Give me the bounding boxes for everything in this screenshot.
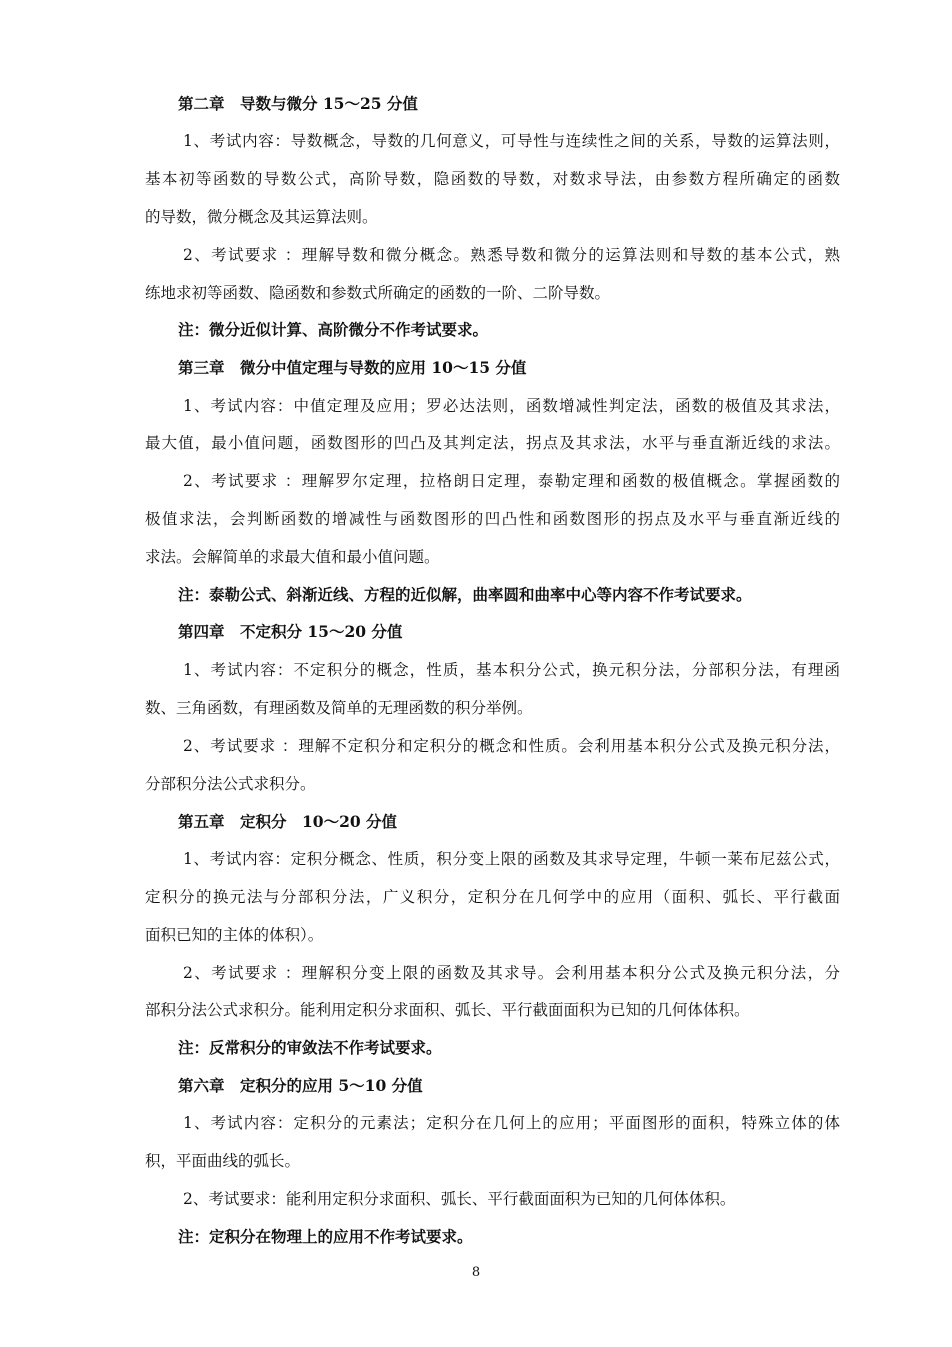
page-number: 8 (471, 1265, 481, 1280)
paragraph-line: 求法。会解简单的求最大值和最小值问题。 (145, 548, 440, 566)
paragraph-line: 的导数，微分概念及其运算法则。 (145, 208, 378, 226)
chapter-4-heading: 第四章 不定积分 15～20 分值 (178, 622, 403, 641)
paragraph-line: 数、三角函数，有理函数及简单的无理函数的积分举例。 (145, 699, 533, 717)
paragraph-line: 基本初等函数的导数公式，高阶导数，隐函数的导数，对数求导法，由参数方程所确定的函数 (145, 170, 840, 188)
paragraph-line: 1、考试内容：中值定理及应用；罗必达法则，函数增减性判定法，函数的极值及其求法， (183, 397, 840, 415)
paragraph-line: 2、考试要求：能利用定积分求面积、弧长、平行截面面积为已知的几何体体积。 (183, 1190, 736, 1208)
paragraph-line: 极值求法，会判断函数的增减性与函数图形的凹凸性和函数图形的拐点及水平与垂直渐近线的 (145, 510, 840, 528)
note-line: 注：泰勒公式、斜渐近线、方程的近似解，曲率圆和曲率中心等内容不作考试要求。 (178, 585, 752, 604)
paragraph-line: 分部积分法公式求积分。 (145, 775, 316, 793)
chapter-5-heading: 第五章 定积分 10～20 分值 (178, 812, 398, 831)
paragraph-line: 2、考试要求 ：理解导数和微分概念。熟悉导数和微分的运算法则和导数的基本公式，熟 (183, 246, 840, 264)
paragraph-line: 练地求初等函数、隐函数和参数式所确定的函数的一阶、二阶导数。 (145, 284, 611, 302)
paragraph-line: 1、考试内容：导数概念，导数的几何意义，可导性与连续性之间的关系，导数的运算法则， (183, 132, 840, 150)
paragraph-line: 定积分的换元法与分部积分法，广义积分，定积分在几何学中的应用（面积、弧长、平行截面 (145, 888, 840, 906)
note-line: 注：定积分在物理上的应用不作考试要求。 (178, 1227, 473, 1246)
paragraph-line: 面积已知的主体的体积）。 (145, 926, 324, 944)
note-line: 注：微分近似计算、高阶微分不作考试要求。 (178, 320, 489, 339)
paragraph-line: 2、考试要求 ：理解不定积分和定积分的概念和性质。会利用基本积分公式及换元积分法， (183, 737, 840, 755)
chapter-2-heading: 第二章 导数与微分 15～25 分值 (178, 94, 418, 113)
note-line: 注：反常积分的审敛法不作考试要求。 (178, 1038, 442, 1057)
paragraph-line: 1、考试内容：定积分概念、性质，积分变上限的函数及其求导定理，牛顿一莱布尼兹公式， (183, 850, 840, 868)
paragraph-line: 积，平面曲线的弧长。 (145, 1152, 301, 1170)
paragraph-line: 2、考试要求 ：理解积分变上限的函数及其求导。会利用基本积分公式及换元积分法，分 (183, 964, 840, 982)
paragraph-line: 最大值，最小值问题，函数图形的凹凸及其判定法，拐点及其求法，水平与垂直渐近线的求法。 (145, 434, 840, 452)
paragraph-line: 1、考试内容：不定积分的概念，性质，基本积分公式，换元积分法，分部积分法，有理函 (183, 661, 840, 679)
chapter-3-heading: 第三章 微分中值定理与导数的应用 10～15 分值 (178, 358, 527, 377)
paragraph-line: 部积分法公式求积分。能利用定积分求面积、弧长、平行截面面积为已知的几何体体积。 (145, 1001, 750, 1019)
paragraph-line: 1、考试内容：定积分的元素法；定积分在几何上的应用；平面图形的面积，特殊立体的体 (183, 1114, 840, 1132)
chapter-6-heading: 第六章 定积分的应用 5～10 分值 (178, 1076, 423, 1095)
paragraph-line: 2、考试要求 ：理解罗尔定理，拉格朗日定理，泰勒定理和函数的极值概念。掌握函数的 (183, 472, 840, 490)
